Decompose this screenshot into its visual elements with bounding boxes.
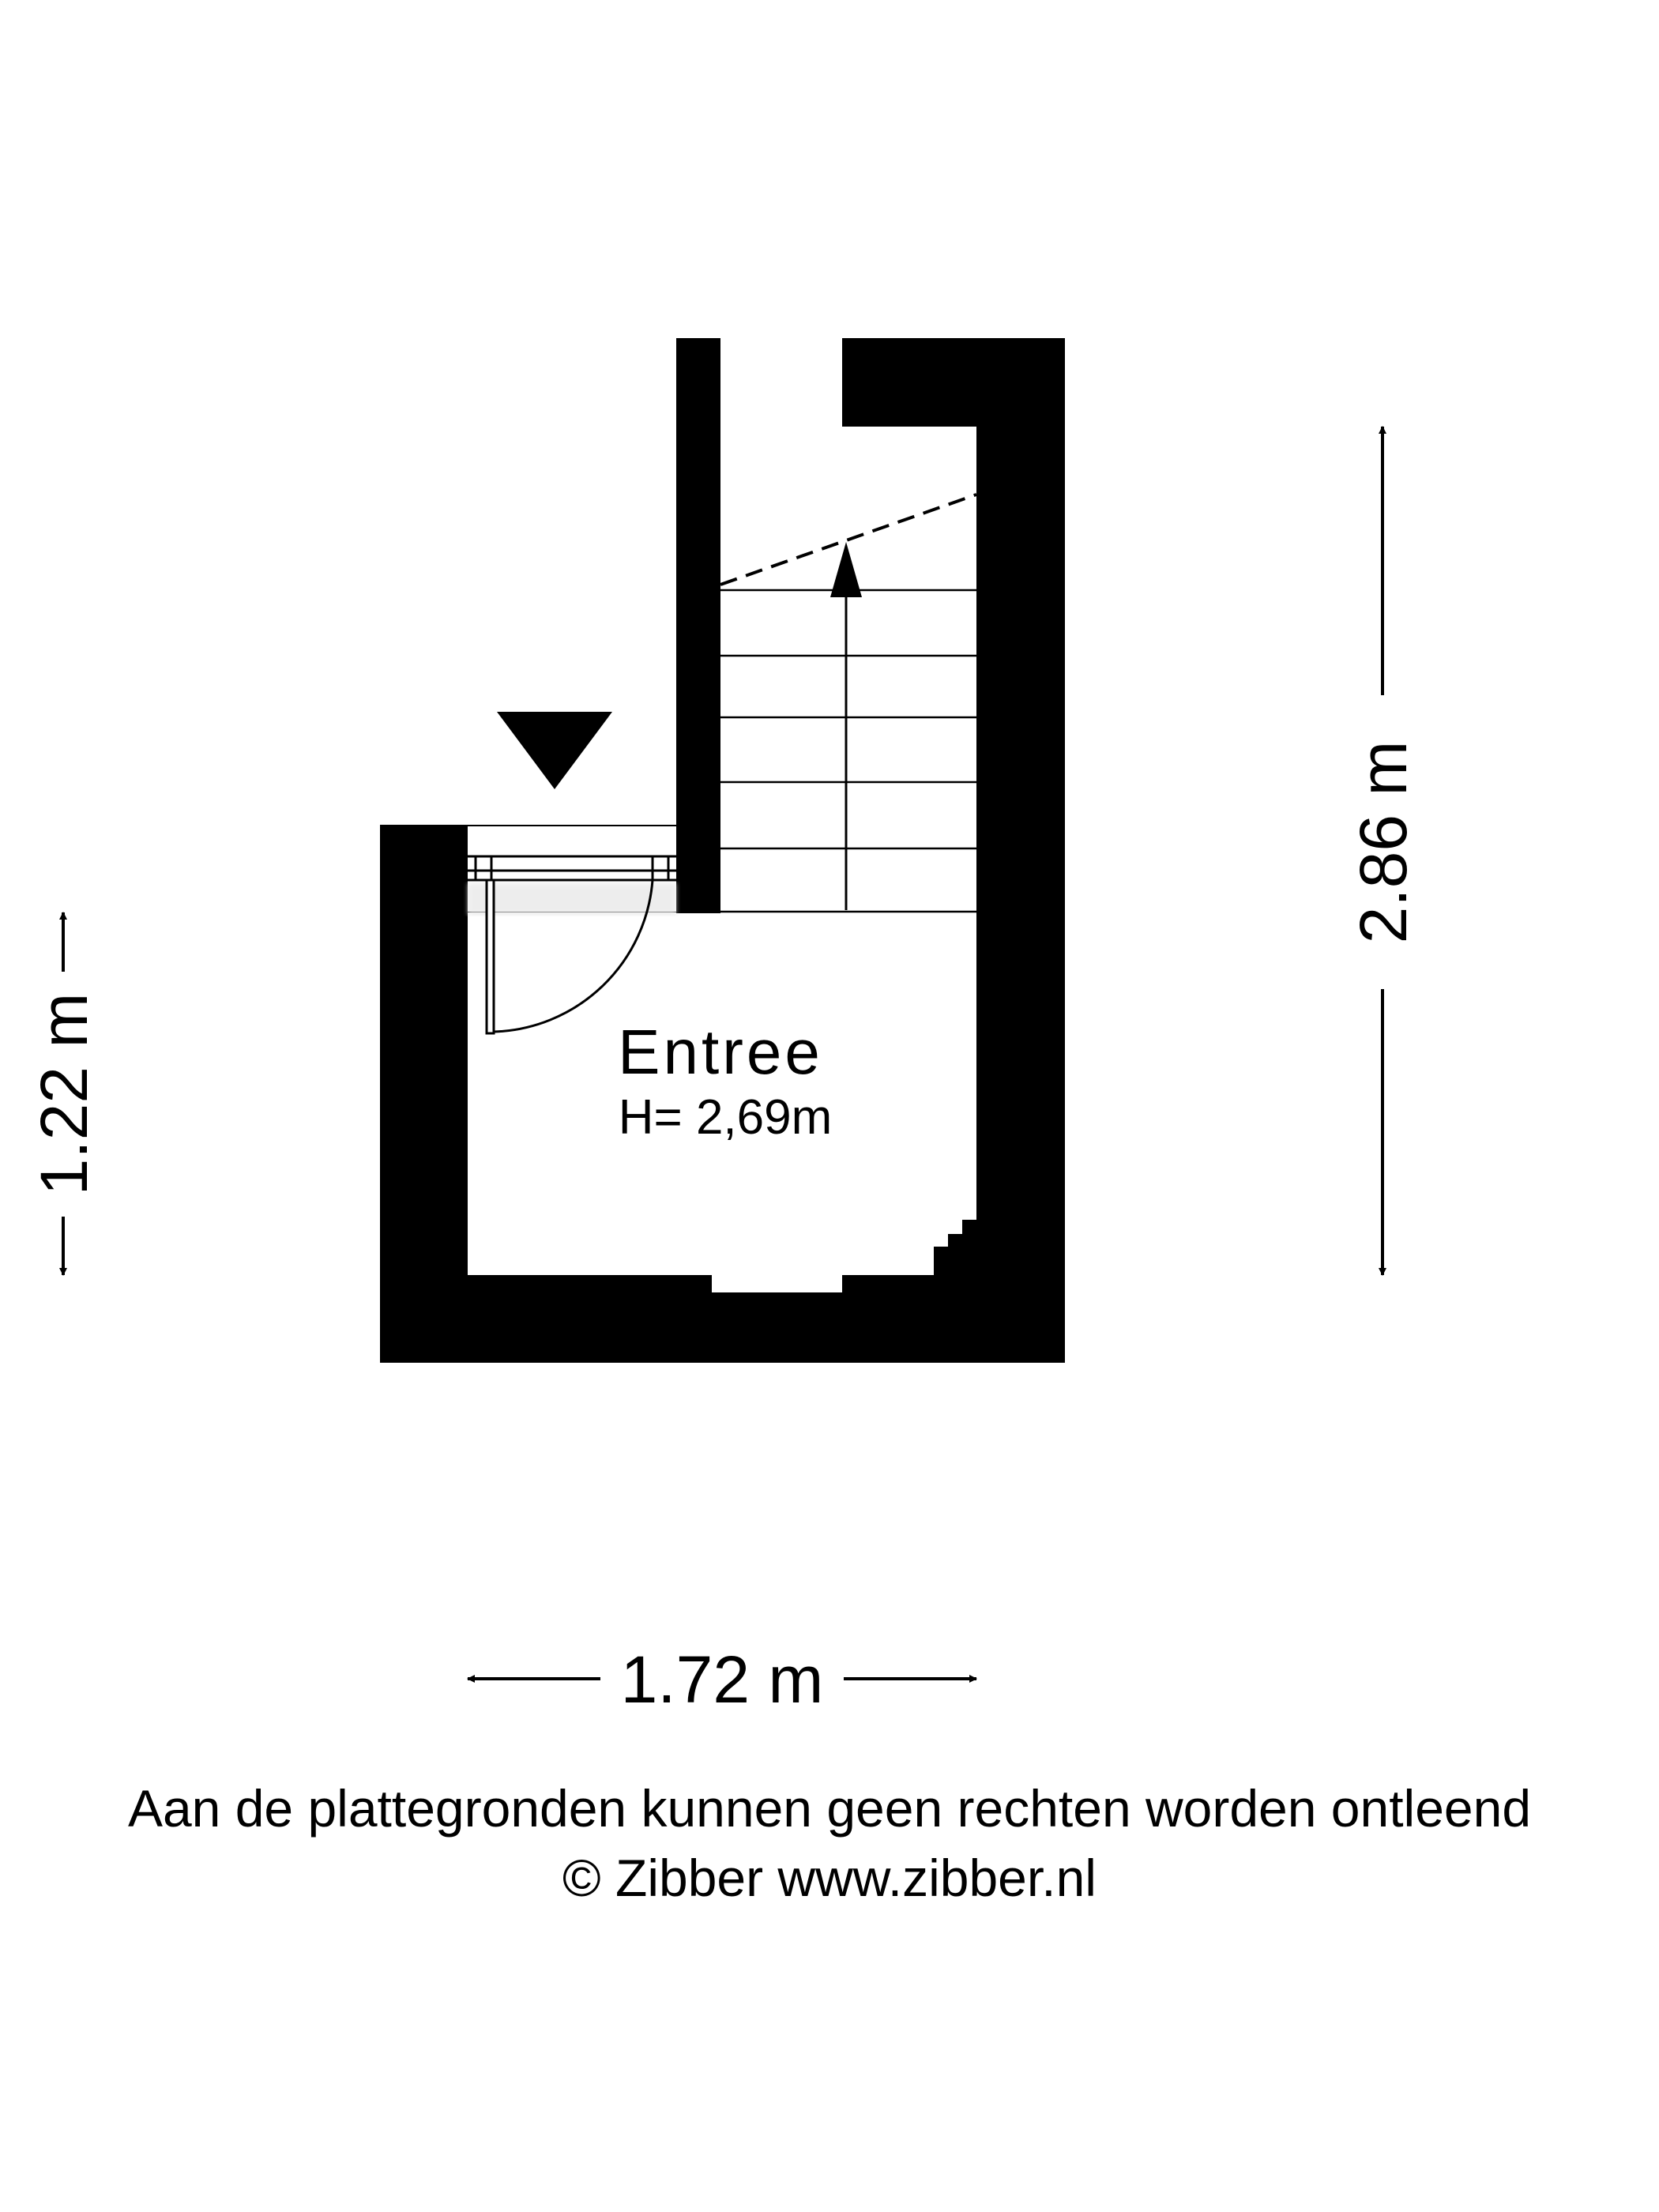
disclaimer-text: Aan de plattegronden kunnen geen rechten worden ontleend [127,1779,1532,1838]
stair-side-wall [676,825,720,913]
width-dimension [468,1642,976,1717]
left-height-dimension [27,912,101,1275]
left-height-label: 1.22 m [27,992,101,1196]
right-height-label: 2.86 m [1346,740,1420,944]
copyright-text: © Zibber www.zibber.nl [562,1849,1097,1907]
door-leaf [487,880,494,1033]
entrance-marker-icon [497,712,612,789]
right-height-dimension [1346,427,1420,1275]
room-height: H= 2,69m [618,1090,833,1145]
door-opening-shade [468,883,676,915]
width-dimension-label: 1.72 m [620,1642,824,1717]
room-name-entree: Entree [618,1017,823,1087]
